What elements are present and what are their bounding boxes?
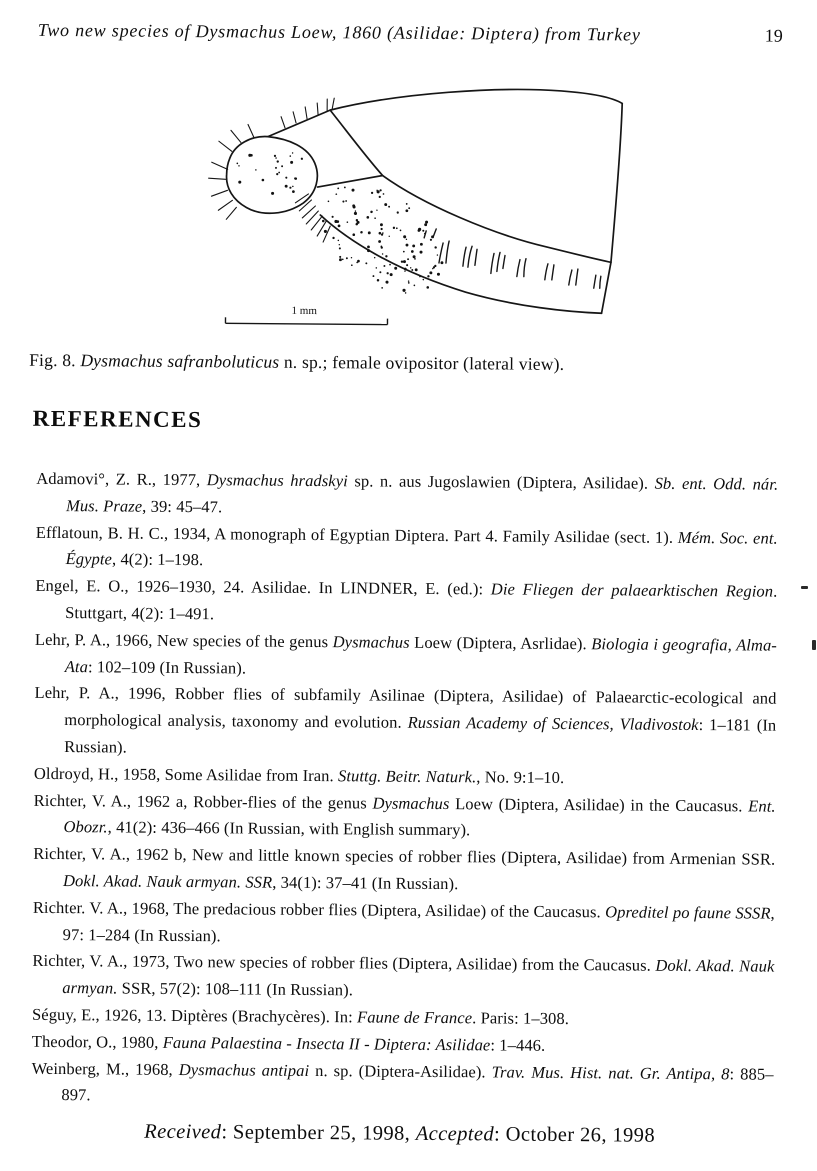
tergite-top-contour <box>330 88 622 112</box>
text-segment: SSR, 57(2): 108–111 (In Russian). <box>117 978 354 1000</box>
reference-item <box>35 573 777 632</box>
text-segment: : 885–897. <box>61 1063 774 1105</box>
figure-caption <box>29 350 729 376</box>
scale-bar <box>225 304 387 324</box>
ovipositor-figure <box>167 79 669 343</box>
text-segment: Weinberg, M., 1968, <box>31 1058 179 1079</box>
text-segment: Loew (Diptera, Asilidae) in the Caucasus. <box>449 793 749 815</box>
text-segment: Richter. V. A., 1968, The predacious robber flies (Diptera, Asilidae) of the Caucasus. <box>32 897 606 922</box>
scan-speck <box>801 586 808 589</box>
text-segment: Engel, E. O., 1926–1930, 24. Asilidae. In LINDNER, E. (ed.): <box>35 576 491 599</box>
text-segment: Richter, V. A., 1962 b, New and little known species of robber flies (Diptera, Asilidae) from Armenian SSR. <box>33 843 776 869</box>
text-segment: Dysmachus safranboluticus <box>80 350 280 372</box>
text-segment: Efflatoun, B. H. C., 1934, A monograph of Egyptian Diptera. Part 4. Family Asilidae (sect. 1). <box>35 522 678 547</box>
text-segment: Faune de France <box>356 1007 473 1028</box>
text-segment: Dokl. Akad. Nauk armyan. <box>62 956 775 998</box>
text-segment: Lehr, P. A., 1966, New species of the genus <box>34 629 333 651</box>
text-segment: Richter, V. A., 1973, Two new species of robber flies (Diptera, Asilidae) from the Caucasus. <box>32 951 656 976</box>
text-segment: n. sp.; female ovipositor (lateral view). <box>279 351 565 374</box>
text-segment: : 1–446. <box>490 1035 546 1055</box>
text-segment: , 4(2): 1–198. <box>111 549 204 570</box>
text-segment: , 39: 45–47. <box>142 496 223 517</box>
text-segment: , 41(2): 436–466 (In Russian, with English summary). <box>107 817 471 840</box>
ventral-contour <box>320 215 603 313</box>
text-segment: sp. n. aus Jugoslawien (Diptera, Asilidae). <box>347 471 655 493</box>
text-segment: : 1–181 (In Russian). <box>64 715 777 757</box>
reference-item <box>35 627 777 686</box>
text-segment: Die Fliegen der palaearktischen Region <box>490 579 774 601</box>
text-segment: Ent. Obozr. <box>63 795 776 837</box>
running-head-title: Two new species of Dysmachus Loew, 1860 (Asilidae: Diptera) from Turkey <box>37 19 641 45</box>
text-segment: Mém. Soc. ent. Égypte <box>65 527 778 569</box>
text-segment: Lehr, P. A., 1996, Robber flies of subfamily Asilinae (Diptera, Asilidae) of Palaearctic-ecological and morphological analysis, taxonomy and evolution. <box>34 683 777 732</box>
text-segment: Adamovi°, Z. R., 1977, <box>36 468 207 490</box>
text-segment: Dokl. Akad. Nauk armyan. SSR <box>63 871 273 892</box>
scan-speck <box>812 640 816 650</box>
right-edge <box>602 103 623 313</box>
text-segment: . Stuttgart, 4(2): 1–491. <box>65 581 778 624</box>
reference-item <box>32 948 774 1007</box>
text-segment: Received <box>144 1120 222 1144</box>
reference-item <box>33 787 775 846</box>
text-segment: Dysmachus antipai <box>178 1059 310 1080</box>
reference-item <box>31 1055 773 1114</box>
text-segment: Biologia i geografia, Alma-Ata <box>64 633 778 676</box>
reference-item <box>33 841 775 900</box>
text-segment: Theodor, O., 1980, <box>31 1031 163 1052</box>
page-number: 19 <box>764 25 783 46</box>
text-segment: Fauna Palaestina - Insecta II - Diptera: Asilidae <box>162 1032 491 1055</box>
reference-item <box>33 895 775 954</box>
text-segment: Séguy, E., 1926, 13. Diptères (Brachycères). In: <box>31 1004 358 1027</box>
text-segment: . Paris: 1–308. <box>472 1008 570 1028</box>
reference-item <box>35 519 777 578</box>
text-segment: Accepted <box>415 1122 495 1146</box>
text-segment: : October 26, 1998 <box>494 1123 656 1147</box>
text-segment: Loew (Diptera, Asrlidae). <box>409 632 592 653</box>
text-segment: Dysmachus <box>332 631 410 652</box>
references-heading: REFERENCES <box>32 405 203 433</box>
text-segment: Oldroyd, H., 1958, Some Asilidae from Iran. <box>33 763 339 785</box>
text-segment: , No. 9:1–10. <box>476 767 565 787</box>
scale-bar-label: 1 mm <box>291 304 317 318</box>
text-segment: , 97: 1–284 (In Russian). <box>62 903 775 945</box>
text-segment: : 102–109 (In Russian). <box>87 656 247 678</box>
text-segment: Stuttg. Beitr. Naturk. <box>337 765 477 787</box>
text-segment: n. sp. (Diptera-Asilidae). <box>309 1060 492 1081</box>
text-segment: Opreditel po faune SSSR <box>605 902 771 923</box>
cerci-stipple-dots <box>236 152 303 195</box>
text-segment: Russian Academy of Sciences, Vladivostok <box>407 712 699 735</box>
segment-outline <box>268 110 384 188</box>
mid-fold-line <box>382 176 612 263</box>
reference-item <box>34 680 777 766</box>
text-segment: , 34(1): 37–41 (In Russian). <box>272 872 459 894</box>
text-segment: Trav. Mus. Hist. nat. Gr. Antipa, 8 <box>491 1061 730 1083</box>
text-segment: Dysmachus <box>372 793 450 813</box>
references-list <box>31 466 778 1115</box>
text-segment: Sb. ent. Odd. nár. Mus. Praze <box>65 473 779 516</box>
reference-item <box>36 466 778 525</box>
text-segment: Dysmachus hradskyi <box>206 470 348 491</box>
cerci-outline <box>226 136 317 213</box>
running-head <box>38 12 783 47</box>
text-segment: Fig. 8. <box>29 349 81 371</box>
received-accepted-line <box>0 1119 808 1148</box>
text-segment: Richter, V. A., 1962 a, Robber-flies of the genus <box>33 790 373 813</box>
text-segment: : September 25, 1998, <box>221 1121 416 1145</box>
